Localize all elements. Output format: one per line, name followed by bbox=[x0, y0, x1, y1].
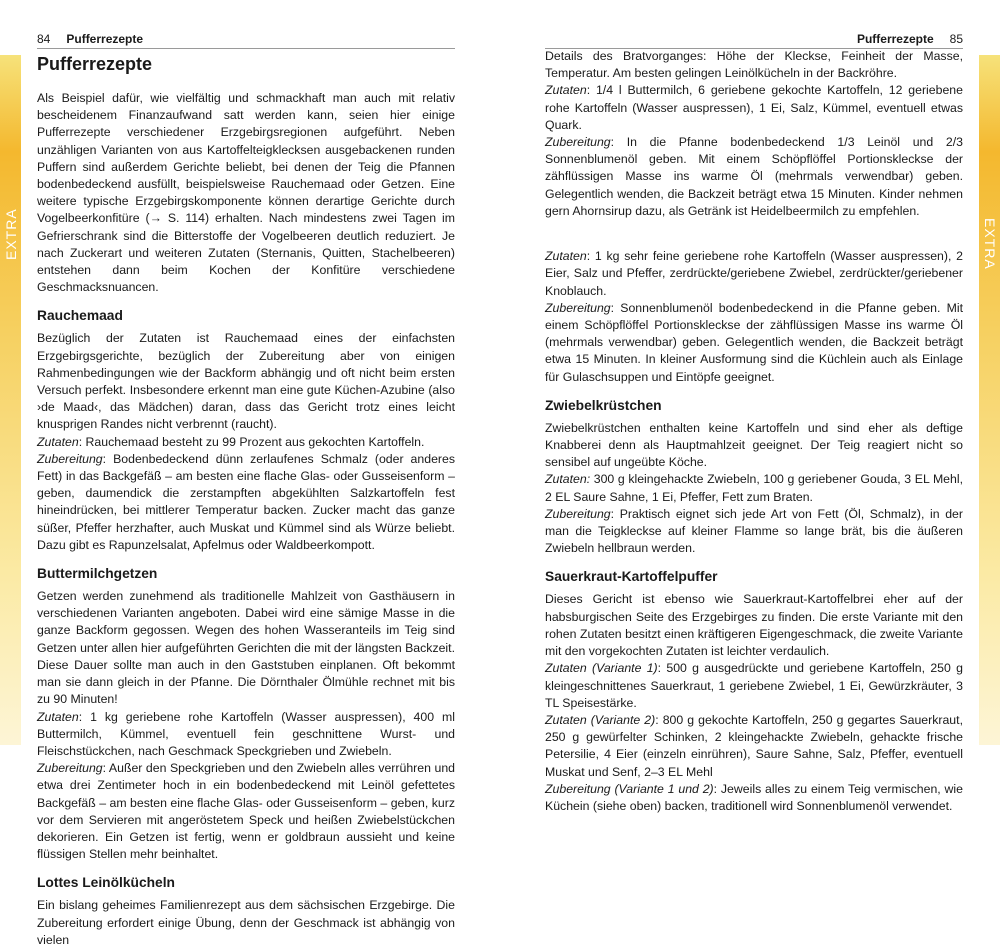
zutaten-text: 300 g kleingehackte Zwiebeln, 100 g geriebener Gouda, 3 EL Mehl, 2 EL Saure Sahne, 1 Ei, Pfeffer, Fett zum Braten. bbox=[545, 472, 964, 504]
zutaten-variante-2-text: 800 g gekochte Kartoffeln, 250 g gegartes Sauerkraut, 250 g gewürfelter Schinken, 2 kleingehackte Zwiebeln, gehackte frische Petersilie, 4 Eier (einzeln einrühren), Saure Sahne, Salz, Pfeffer, eventuell Muskat und Senf, 2–3 EL Mehl bbox=[545, 712, 963, 779]
right-running-header bbox=[545, 32, 963, 49]
continued-recipe: Details des Bratvorganges: Höhe der Kleckse, Feinheit der Masse, Temperatur. Am besten gelingen Leinölkücheln in der Backröhre. Zutaten: 1/4 l Buttermilch, 6 geriebene gekochte Kartoffeln, 12 geriebene rohe Kartoffeln (Wasser auspressen), 1 Ei, Salz, Kümmel, eventuell etwas Quark. Zubereitung: In die Pfanne bodenbedeckend 1/3 Leinöl und 2/3 Sonnenblumenöl geben. Mit einem Schöpflöffel Portionskleckse der zähflüssigen Masse ins warme Öl (mehrmals verwendbar) geben. Gelegentlich wenden, die Backzeit beträgt etwa 15 Minuten. Kinder nehmen gern Ahornsirup dazu, als Getränk ist Heidelbeermilch zu empfehlen. bbox=[545, 49, 963, 218]
recipe-description: Getzen werden zunehmend als traditionelle Mahlzeit von Gasthäusern in verschiedenen Varianten angeboten. Dabei wird eine sämige Masse in die ganze Backform gegossen. Wegen des hohen Wasseranteils im Teig sind Getzen unter allen hier aufgeführten Gerichten die mit der längsten Backzeit. Diese Dauer sollte man auch in den Gaststuben einplanen. Oft bekommt man sie dann gleich in der Pfanne. Die Dörnthaler Ölmühle rechnet mit bis zu 90 Minuten! Zutaten: 1 kg geriebene rohe Kartoffeln (Wasser auspressen), 400 ml Buttermilch, Kümmel, eventuell fein geschnittene Wurst- und Fleischstückchen, nach Geschmack Speckgrieben und Zwiebeln. Zubereitung: Außer den Speckgrieben und den Zwiebeln alles verrühren und etwa drei Zentimeter hoch in ein bodenbedeckend mit Leinöl gefettetes Backgefäß – am besten eine flache Glas- oder Gusseisenform – geben, kurz vor dem Servieren mit angeröstetem Speck und heißen Zwiebelstückchen dekorieren. Ein Getzen ist fertig, wenn er goldbraun aussieht und keine flüssigen Stellen mehr beinhaltet. bbox=[37, 589, 455, 862]
recipe-title-lottes-leinoelkuecheln: Lottes Leinölkücheln bbox=[37, 875, 175, 891]
recipe-description: Dieses Gericht ist ebenso wie Sauerkraut-Kartoffelbrei eher auf der habsburgischen Seite des Erzgebirges zu finden. Die erste Variante mit den rohen Zutaten besitzt einen kräftigeren Eigengeschmack, die zweite Variante mit den vorgekochten Zutaten ist leichter verdaulich. Zutaten (Variante 1): 500 g ausgedrückte und geriebene Kartoffeln, 250 g kleingeschnittenes Sauerkraut, 1 geriebene Zwiebel, 1 Ei, Gewürzkräuter, 3 TL Speisestärke. Zutaten (Variante 2): 800 g gekochte Kartoffeln, 250 g gegartes Sauerkraut, 250 g gewürfelter Schinken, 2 kleingehackte Zwiebeln, gehackte frische Petersilie, 4 Eier (einzeln einrühren), Saure Sahne, Salz, Pfeffer, eventuell Muskat und Senf, 2–3 EL Mehl Zubereitung (Variante 1 und 2): Jeweils alles zu einem Teig vermischen, wie Küchein (siehe oben) backen, traditionell wird Sonnenblumenöl verwendet. bbox=[545, 592, 963, 813]
recipe-title-rauchemaad: Rauchemaad bbox=[37, 308, 123, 324]
zubereitung-text: Bodenbedeckend dünn zerlaufenes Schmalz (oder anderes Fett) in das Backgefäß – am besten eine flache Glas- oder Gusseisenform – geben, daumendick die zerstampften abgekühlten Salzkartoffeln fest hineindrücken, bei mittlerer Temperatur backen. Zucker macht das ganze süßer, Pfeffer herzhafter, auch Muskat und Kümmel sind als Würze beliebt. Dazu gibt es Rapunzelsalat, Apfelmus oder Waldbeerkompott. bbox=[37, 451, 455, 552]
right-page-number: 85 bbox=[949, 32, 963, 46]
right-page-column bbox=[545, 48, 963, 815]
zubereitung-text: Sonnenblumenöl bodenbedeckend in die Pfanne geben. Mit einem Schöpflöffel Portionskleckse der zähflüssigen Masse ins warme Öl (mehrmals verwendbar) geben. Gelegentlich wenden, die Backzeit beträgt etwa 15 Minuten. In kleiner Ausformung sind die Küchlein auch als Einlage für Gulaschsuppen und Eintöpfe geeignet. bbox=[545, 300, 963, 384]
zutaten-text: 1/4 l Buttermilch, 6 geriebene gekochte Kartoffeln, 12 geriebene rohe Kartoffeln (Wasser auspressen), 1 Ei, Salz, Kümmel, eventuell etwas Quark. bbox=[545, 83, 963, 132]
zutaten-label: Zutaten bbox=[545, 249, 587, 264]
left-running-header bbox=[37, 32, 455, 49]
zutaten-text: 1 kg sehr feine geriebene rohe Kartoffeln (Wasser auspressen), 2 Eier, Salz und Pfeffer, zerdrückte/geriebene Zwiebel, zerdrückter/geriebener Knoblauch. bbox=[545, 249, 963, 298]
zutaten-text: Rauchemaad besteht zu 99 Prozent aus gekochten Kartoffeln. bbox=[85, 434, 425, 449]
recipe-description: Bezüglich der Zutaten ist Rauchemaad eines der einfachsten Erzgebirgsgerichte, bezüglich der Zubereitung aber von einigen Rahmenbedingungen wie der Backform abhängig und oft nicht beim ersten Versuch perfekt. Insbesondere erkennt man eine gute Küchen-Azubine (also ›de Maad‹, das Mädchen) daran, dass das Gericht trotz eines leicht knusprigen Randes nicht verbrennt (raucht). Zutaten: Rauchemaad besteht zu 99 Prozent aus gekochten Kartoffeln. Zubereitung: Bodenbedeckend dünn zerlaufenes Schmalz (oder anderes Fett) in das Backgefäß – am besten eine flache Glas- oder Gusseisenform – geben, daumendick die zerstampften abgekühlten Salzkartoffeln fest hineindrücken, bei mittlerer Temperatur backen. Zucker macht das ganze süßer, Pfeffer herzhafter, auch Muskat und Kümmel sind als Würze beliebt. Dazu gibt es Rapunzelsalat, Apfelmus oder Waldbeerkompott. bbox=[37, 331, 455, 552]
recipe-description: Zwiebelkrüstchen enthalten keine Kartoffeln und sind eher als deftige Knabberei denn als Hauptmahlzeit geeignet. Der Teig reagiert nicht so sensibel auf ungeübte Köche. Zutaten: 300 g kleingehackte Zwiebeln, 100 g geriebener Gouda, 3 EL Mehl, 2 EL Saure Sahne, 1 Ei, Pfeffer, Fett zum Braten. Zubereitung: Praktisch eignet sich jede Art von Fett (Öl, Schmalz), in der man die Teigkleckse auf kleiner Flamme so lange brät, bis die äußeren Zwiebeln hellbraun werden. bbox=[545, 420, 964, 556]
zutaten-variante-1-text: 500 g ausgedrückte und geriebene Kartoffeln, 250 g kleingeschnittenes Sauerkraut, 1 geriebene Zwiebel, 1 Ei, Gewürzkräuter, 3 TL Speisestärke. bbox=[545, 661, 963, 710]
zubereitung-label: Zubereitung bbox=[545, 300, 611, 315]
zubereitung-label: Zubereitung bbox=[545, 135, 611, 150]
zutaten-label: Zutaten bbox=[37, 709, 79, 724]
recipe-title-sauerkraut-kartoffelpuffer: Sauerkraut-Kartoffelpuffer bbox=[545, 569, 718, 585]
zubereitung-text: Außer den Speckgrieben und den Zwiebeln alles verrühren und etwa drei Zentimeter hoch in ein bodenbedeckend mit Leinöl gefettetes Backgefäß – am besten eine flache Glas- oder Gusseisenform – geben, kurz vor dem Servieren mit angeröstetem Speck und heißen Zwiebelstückchen dekorieren. Ein Getzen ist fertig, wenn er goldbraun aussieht und keine flüssigen Stellen mehr beinhaltet. bbox=[37, 761, 455, 862]
left-page-column bbox=[37, 48, 455, 949]
zubereitung-label: Zubereitung bbox=[37, 761, 103, 776]
right-extra-tab bbox=[979, 55, 1000, 745]
zutaten-text: 1 kg geriebene rohe Kartoffeln (Wasser auspressen), 400 ml Buttermilch, Kümmel, eventuell fein geschnittene Wurst- und Fleischstückchen, nach Geschmack Speckgrieben und Zwiebeln. bbox=[37, 709, 455, 758]
page-title: Pufferrezepte bbox=[37, 54, 153, 74]
zutaten-variante-2-label: Zutaten (Variante 2) bbox=[545, 712, 656, 727]
zutaten-label: Zutaten bbox=[37, 434, 79, 449]
intro-paragraph: Als Beispiel dafür, wie vielfältig und schmackhaft man auch mit relativ bescheidenem Finanzaufwand satt werden kann, seien hier einige Pufferrezepte verschiedener Erzgebirgsregionen aufgeführt. Neben unzähligen Varianten von aus Kartoffelteigklecksen ausgebackenen runden Puffern sind außerdem Gerichte beliebt, bei denen der Teig die Pfannen bodenbedeckend ausfüllt, beispielsweise Rauchemaad oder Getzen. Eine weitere typische Erzgebirgskomponente können derartige Gerichte durch Vogelbeerkonfitüre (→ S. 114) erhalten. Nach mindestens zwei Tagen im Gefrierschrank sind die Bitterstoffe der Vogelbeeren deutlich reduziert. Je nach Zuckerart und weiteren Zutaten (Sternanis, Quitten, Stachelbeeren) entstehen dann beim Kochen der Konfitüre verschiedene Geschmacksnuancen. bbox=[37, 91, 455, 295]
recipe-description: Zutaten: 1 kg sehr feine geriebene rohe Kartoffeln (Wasser auspressen), 2 Eier, Salz und Pfeffer, zerdrückte/geriebene Zwiebel, zerdrückter/geriebener Knoblauch. Zubereitung: Sonnenblumenöl bodenbedeckend in die Pfanne geben. Mit einem Schöpflöffel Portionskleckse der zähflüssigen Masse ins warme Öl (mehrmals verwendbar) geben. Gelegentlich wenden, die Backzeit beträgt etwa 15 Minuten. In kleiner Ausformung sind die Küchlein auch als Einlage für Gulaschsuppen und Eintöpfe geeignet. bbox=[545, 249, 963, 384]
recipe-title-zwiebelkruestchen: Zwiebelkrüstchen bbox=[545, 397, 662, 413]
recipe-description: Ein bislang geheimes Familienrezept aus dem sächsischen Erzgebirge. Die Zubereitung erfordert einige Übung, denn der Geschmack ist abhängig von vielen bbox=[37, 898, 455, 947]
zubereitung-label: Zubereitung bbox=[37, 451, 103, 466]
left-running-title: Pufferrezepte bbox=[66, 32, 144, 46]
zubereitung-label: Zubereitung bbox=[545, 506, 611, 521]
left-extra-tab bbox=[0, 55, 21, 745]
zubereitung-label: Zubereitung (Variante 1 und 2) bbox=[545, 781, 714, 796]
right-extra-label: EXTRA bbox=[982, 218, 998, 270]
recipe-title-buttermilchgetzen: Buttermilchgetzen bbox=[37, 566, 158, 582]
zutaten-variante-1-label: Zutaten (Variante 1) bbox=[545, 661, 658, 676]
zutaten-label: Zutaten bbox=[545, 83, 587, 98]
zubereitung-text: Praktisch eignet sich jede Art von Fett (Öl, Schmalz), in der man die Teigkleckse auf kleiner Flamme so lange brät, bis die äußeren Zwiebeln hellbraun werden. bbox=[545, 506, 963, 556]
zutaten-label: Zutaten: bbox=[545, 472, 591, 487]
zubereitung-text: Jeweils alles zu einem Teig vermischen, wie Küchein (siehe oben) backen, traditionell wird Sonnenblumenöl verwendet. bbox=[545, 781, 963, 813]
left-page-number: 84 bbox=[37, 32, 51, 46]
left-extra-label: EXTRA bbox=[3, 208, 19, 260]
zubereitung-text: In die Pfanne bodenbedeckend 1/3 Leinöl und 2/3 Sonnenblumenöl geben. Mit einem Schöpflöffel Portionskleckse der zähflüssigen Masse ins warme Öl (mehrmals verwendbar) geben. Gelegentlich wenden, die Backzeit beträgt etwa 15 Minuten. Kinder nehmen gern Ahornsirup dazu, als Getränk ist Heidelbeermilch zu empfehlen. bbox=[545, 135, 963, 218]
right-running-title: Pufferrezepte bbox=[856, 32, 934, 46]
